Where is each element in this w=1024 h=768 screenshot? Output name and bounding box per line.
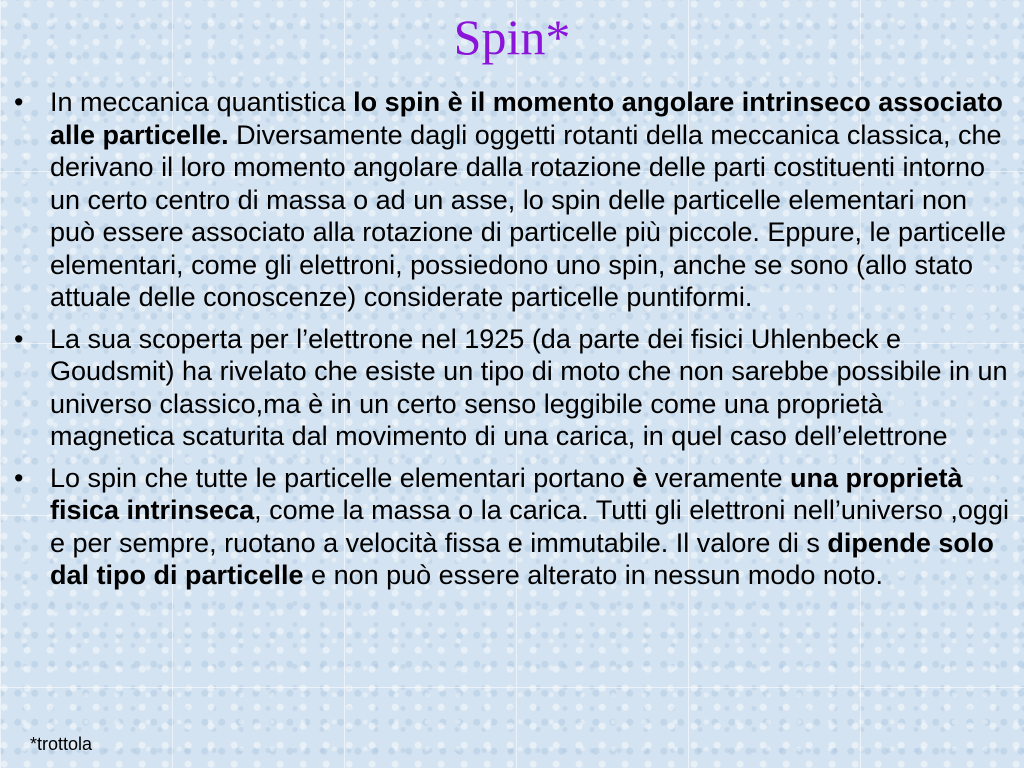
text-segment: La sua scoperta per l’elettrone nel 1925 (da parte dei fisici Uhlenbeck e Goudsmit) ha rivelato che esiste un tipo di moto che non sarebbe possibile in un universo classico,ma è in un certo senso leggibile come una proprietà magnetica scaturita dal movimento di una carica, in quel caso dell’elettrone — [50, 323, 1008, 451]
text-segment: e non può essere alterato in nessun modo noto. — [303, 560, 883, 590]
text-segment: Diversamente dagli oggetti rotanti della meccanica classica, che derivano il loro momento angolare dalla rotazione delle parti costituenti intorno un certo centro di massa o ad un asse, lo spin delle particelle elementari non può essere associato alla rotazione di particelle più piccole. Eppure, le particelle elementari, come gli elettroni, possiedono uno spin, anche se sono (allo stato attuale delle conoscenze) considerate particelle puntiformi. — [50, 119, 1007, 312]
bold-text-segment: lo spin è il momento angolare intrinseco associato alle particelle. — [50, 87, 1003, 150]
text-segment: , come la massa o la carica. Tutti gli elettroni nell’universo ,oggi e per sempre, ruotano a velocità fissa e immutabile. Il valore di s — [50, 495, 1009, 558]
text-segment: Lo spin che tutte le particelle elementari portano — [50, 462, 633, 493]
bullet-item-2 — [14, 323, 1014, 453]
slide-title: Spin* — [453, 9, 571, 65]
bullet-text — [50, 463, 1009, 591]
footnote: *trottola — [30, 734, 93, 754]
bullet-list — [14, 86, 1014, 601]
bullet-item-3 — [14, 462, 1014, 592]
bold-text-segment: dipende solo dal tipo di particelle — [50, 527, 994, 590]
text-segment: In meccanica quantistica — [50, 87, 354, 117]
bullet-text — [50, 87, 1006, 312]
text-segment: veramente — [647, 462, 790, 493]
bullet-text — [50, 324, 1008, 452]
bullet-dot-icon: • — [14, 462, 24, 493]
bullet-dot-icon: • — [14, 87, 24, 117]
bold-text-segment: è — [632, 462, 648, 493]
bullet-item-1 — [14, 86, 1014, 314]
bullet-dot-icon: • — [14, 323, 24, 354]
bold-text-segment: una proprietà fisica intrinseca — [50, 462, 963, 525]
